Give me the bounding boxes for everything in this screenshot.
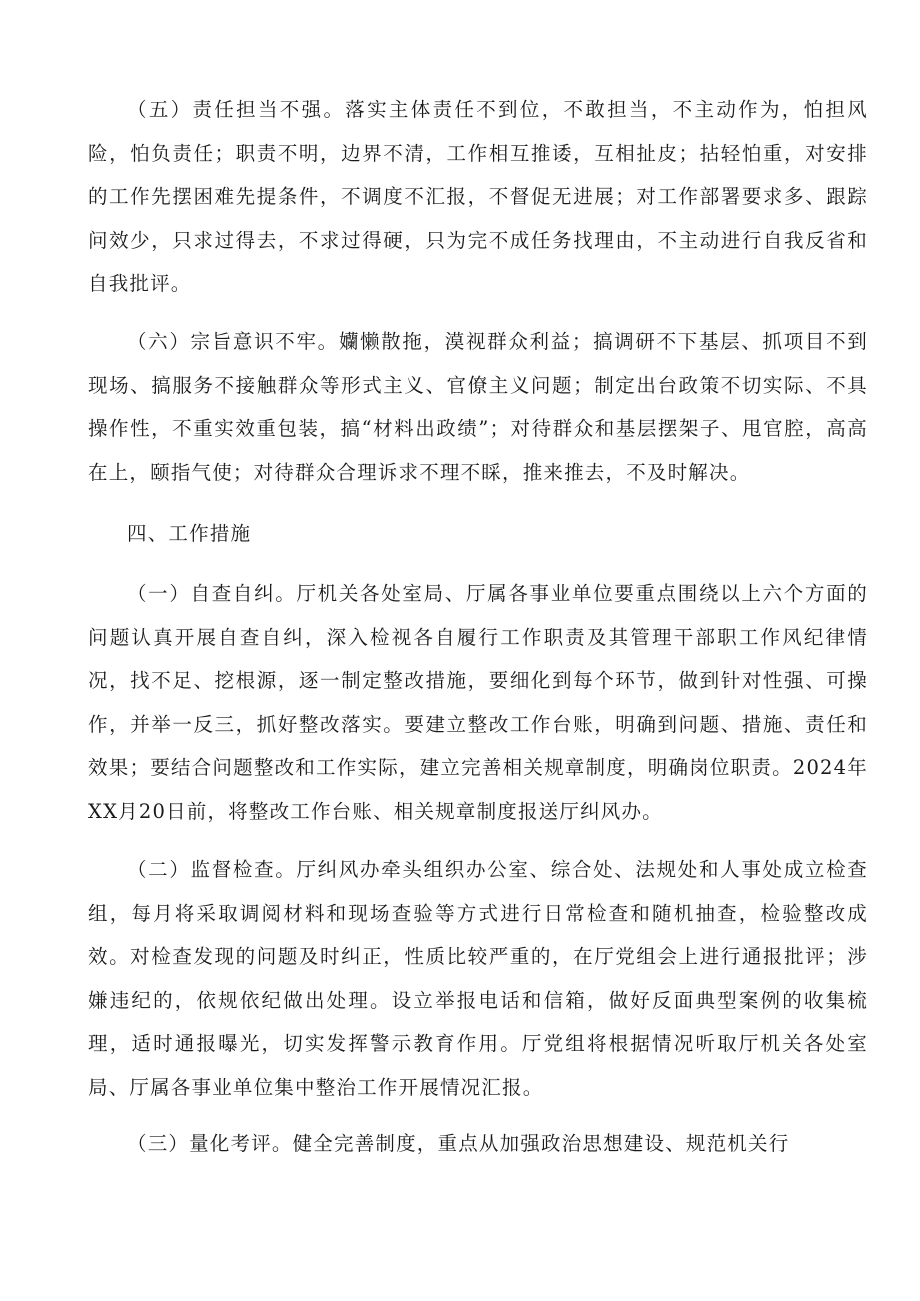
section-heading-work-measures: 四、工作措施	[127, 522, 252, 545]
paragraph-purpose-awareness: （六）宗旨意识不牢。孏懒散拖，漠视群众利益；搞调研不下基层、抓项目不到现场、搞服务不接触群众等形式主义、官僚主义问题；制定出台政策不切实际、不具操作性，不重实效重包装，搞“材料出政绩”；对待群众和基层摆架子、甩官腔，高高在上，颐指气使；对待群众合理诉求不理不睬，推来推去，不及时解决。	[88, 330, 868, 484]
paragraph-self-inspection: （一）自查自纠。厅机关各处室局、厅属各事业单位要重点围绕以上六个方面的问题认真开展自查自纠，深入检视各自履行工作职责及其管理干部职工作风纪律情况，找不足、挖根源，逐一制定整改措施，要细化到每个环节，做到针对性强、可操作，并举一反三，抓好整改落实。要建立整改工作台账，明确到问题、措施、责任和效果；要结合问题整改和工作实际，建立完善相关规章制度，明确岗位职责。2024年XX月20日前，将整改工作台账、相关规章制度报送厅纠风办。	[88, 582, 868, 823]
paragraph-quantitative-evaluation: （三）量化考评。健全完善制度，重点从加强政治思想建设、规范机关行	[127, 1132, 790, 1155]
paragraph-responsibility: （五）责任担当不强。落实主体责任不到位，不敢担当，不主动作为，怕担风险，怕负责任；职责不明，边界不清，工作相互推诿，互相扯皮；拈轻怕重，对安排的工作先摆困难先提条件，不调度不汇报，不督促无进展；对工作部署要求多、跟踪问效少，只求过得去，不求过得硬，只为完不成任务找理由，不主动进行自我反省和自我批评。	[88, 98, 868, 295]
paragraph-supervision-inspection: （二）监督检查。厅纠风办牵头组织办公室、综合处、法规处和人事处成立检查组，每月将采取调阅材料和现场查验等方式进行日常检查和随机抽查，检验整改成效。对检查发现的问题及时纠正，性质比较严重的，在厅党组会上进行通报批评；涉嫌违纪的，依规依纪做出处理。设立举报电话和信箱，做好反面典型案例的收集梳理，适时通报曝光，切实发挥警示教育作用。厅党组将根据情况听取厅机关各处室局、厅属各事业单位集中整治工作开展情况汇报。	[88, 858, 868, 1099]
